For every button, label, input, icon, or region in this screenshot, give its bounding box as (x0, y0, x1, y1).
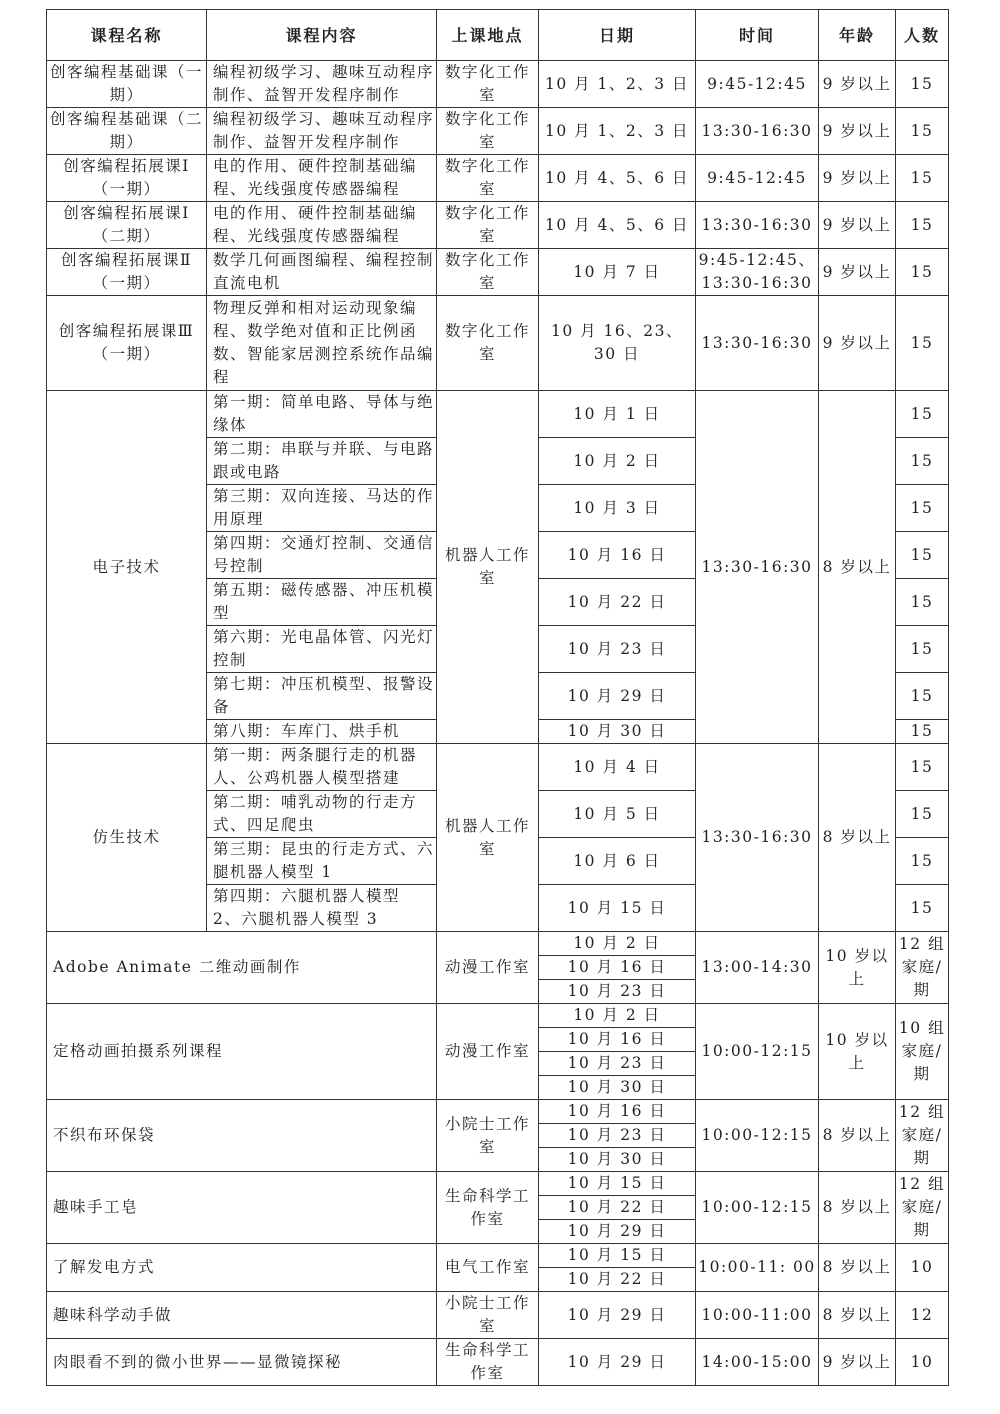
course-location: 动漫工作室 (437, 1004, 539, 1100)
session-date: 10 月 23 日 (539, 626, 696, 673)
course-age: 10 岁以上 (819, 1004, 896, 1100)
header-time: 时间 (696, 10, 819, 61)
course-name: 仿生技术 (47, 744, 207, 932)
session-content: 第一期：两条腿行走的机器人、公鸡机器人模型搭建 (207, 744, 437, 791)
course-age: 8 岁以上 (819, 1292, 896, 1339)
course-location: 数字化工作室 (437, 155, 539, 202)
course-name: 了解发电方式 (47, 1244, 437, 1292)
course-date: 10 月 29 日 (539, 1339, 696, 1386)
course-age: 9 岁以上 (819, 1339, 896, 1386)
table-row (47, 932, 949, 956)
table-row (47, 1100, 949, 1124)
course-age: 8 岁以上 (819, 744, 896, 932)
course-date: 10 月 22 日 (539, 1268, 696, 1292)
course-date: 10 月 4、5、6 日 (539, 155, 696, 202)
header-row (47, 10, 949, 61)
session-content: 第七期：冲压机模型、报警设备 (207, 673, 437, 720)
course-content: 电的作用、硬件控制基础编程、光线强度传感器编程 (207, 202, 437, 249)
course-schedule-table (46, 9, 949, 1386)
course-date: 10 月 23 日 (539, 1052, 696, 1076)
session-date: 10 月 16 日 (539, 532, 696, 579)
session-content: 第三期：昆虫的行走方式、六腿机器人模型 1 (207, 838, 437, 885)
course-date: 10 月 23 日 (539, 980, 696, 1004)
session-count: 15 (896, 485, 949, 532)
session-count: 15 (896, 838, 949, 885)
session-content: 第四期：交通灯控制、交通信号控制 (207, 532, 437, 579)
table-row (47, 296, 949, 391)
course-count: 15 (896, 61, 949, 108)
course-date: 10 月 1、2、3 日 (539, 61, 696, 108)
session-date: 10 月 5 日 (539, 791, 696, 838)
course-location: 数字化工作室 (437, 296, 539, 391)
course-count: 15 (896, 249, 949, 296)
course-content: 物理反弹和相对运动现象编程、数学绝对值和正比例函数、智能家居测控系统作品编程 (207, 296, 437, 391)
course-time: 13:30-16:30 (696, 391, 819, 744)
session-content: 第一期：简单电路、导体与绝缘体 (207, 391, 437, 438)
course-name: 创客编程拓展课Ⅲ（一期） (47, 296, 207, 391)
course-age: 9 岁以上 (819, 155, 896, 202)
table-row (47, 155, 949, 202)
course-time: 10:00-12:15 (696, 1004, 819, 1100)
course-date: 10 月 29 日 (539, 1292, 696, 1339)
table-row (47, 108, 949, 155)
course-date: 10 月 4、5、6 日 (539, 202, 696, 249)
course-date: 10 月 29 日 (539, 1220, 696, 1244)
course-time: 10:00-11: 00 (696, 1244, 819, 1292)
course-age: 9 岁以上 (819, 249, 896, 296)
course-location: 小院士工作室 (437, 1292, 539, 1339)
course-name: 电子技术 (47, 391, 207, 744)
course-time: 14:00-15:00 (696, 1339, 819, 1386)
course-content: 编程初级学习、趣味互动程序制作、益智开发程序制作 (207, 61, 437, 108)
course-location: 动漫工作室 (437, 932, 539, 1004)
course-count: 12 (896, 1292, 949, 1339)
course-time: 10:00-12:15 (696, 1172, 819, 1244)
course-age: 8 岁以上 (819, 1244, 896, 1292)
course-age: 9 岁以上 (819, 61, 896, 108)
session-date: 10 月 15 日 (539, 885, 696, 932)
course-name: 不织布环保袋 (47, 1100, 437, 1172)
course-date: 10 月 2 日 (539, 932, 696, 956)
course-name: Adobe Animate 二维动画制作 (47, 932, 437, 1004)
course-date: 10 月 2 日 (539, 1004, 696, 1028)
course-time: 13:30-16:30 (696, 296, 819, 391)
session-content: 第二期：哺乳动物的行走方式、四足爬虫 (207, 791, 437, 838)
session-count: 15 (896, 744, 949, 791)
course-name: 创客编程拓展课Ⅰ（二期） (47, 202, 207, 249)
course-name: 创客编程拓展课Ⅱ（一期） (47, 249, 207, 296)
session-count: 15 (896, 673, 949, 720)
course-content: 电的作用、硬件控制基础编程、光线强度传感器编程 (207, 155, 437, 202)
course-date: 10 月 22 日 (539, 1196, 696, 1220)
course-name: 肉眼看不到的微小世界——显微镜探秘 (47, 1339, 437, 1386)
session-date: 10 月 6 日 (539, 838, 696, 885)
table-row (47, 249, 949, 296)
course-date: 10 月 16 日 (539, 956, 696, 980)
course-date: 10 月 16、23、30 日 (539, 296, 696, 391)
course-age: 9 岁以上 (819, 202, 896, 249)
course-location: 机器人工作室 (437, 391, 539, 744)
course-count: 10 (896, 1339, 949, 1386)
course-time: 9:45-12:45、13:30-16:30 (696, 249, 819, 296)
table-row (47, 1244, 949, 1268)
table-row (47, 744, 949, 791)
course-age: 10 岁以上 (819, 932, 896, 1004)
course-time: 9:45-12:45 (696, 155, 819, 202)
course-age: 9 岁以上 (819, 108, 896, 155)
header-course-content: 课程内容 (207, 10, 437, 61)
course-count: 12 组家庭/期 (896, 932, 949, 1004)
course-count: 15 (896, 296, 949, 391)
table-row (47, 1292, 949, 1339)
course-location: 小院士工作室 (437, 1100, 539, 1172)
session-count: 15 (896, 720, 949, 744)
session-count: 15 (896, 791, 949, 838)
course-content: 数学几何画图编程、编程控制直流电机 (207, 249, 437, 296)
course-count: 12 组家庭/期 (896, 1172, 949, 1244)
session-date: 10 月 4 日 (539, 744, 696, 791)
course-date: 10 月 7 日 (539, 249, 696, 296)
course-age: 9 岁以上 (819, 296, 896, 391)
session-date: 10 月 2 日 (539, 438, 696, 485)
session-content: 第四期：六腿机器人模型 2、六腿机器人模型 3 (207, 885, 437, 932)
course-name: 趣味科学动手做 (47, 1292, 437, 1339)
course-time: 13:30-16:30 (696, 202, 819, 249)
header-age: 年龄 (819, 10, 896, 61)
course-location: 生命科学工作室 (437, 1172, 539, 1244)
course-date: 10 月 30 日 (539, 1076, 696, 1100)
course-age: 8 岁以上 (819, 1100, 896, 1172)
table-row (47, 391, 949, 438)
course-location: 数字化工作室 (437, 108, 539, 155)
course-time: 10:00-11:00 (696, 1292, 819, 1339)
course-date: 10 月 15 日 (539, 1244, 696, 1268)
course-date: 10 月 16 日 (539, 1028, 696, 1052)
course-name: 趣味手工皂 (47, 1172, 437, 1244)
course-count: 10 (896, 1244, 949, 1292)
course-location: 数字化工作室 (437, 202, 539, 249)
course-date: 10 月 16 日 (539, 1100, 696, 1124)
course-time: 13:30-16:30 (696, 744, 819, 932)
session-count: 15 (896, 391, 949, 438)
course-time: 10:00-12:15 (696, 1100, 819, 1172)
course-location: 数字化工作室 (437, 61, 539, 108)
course-name: 创客编程拓展课Ⅰ（一期） (47, 155, 207, 202)
course-date: 10 月 23 日 (539, 1124, 696, 1148)
session-date: 10 月 22 日 (539, 579, 696, 626)
table-row (47, 1004, 949, 1028)
course-time: 13:00-14:30 (696, 932, 819, 1004)
session-count: 15 (896, 885, 949, 932)
course-time: 9:45-12:45 (696, 61, 819, 108)
course-name: 创客编程基础课（一期） (47, 61, 207, 108)
session-content: 第五期：磁传感器、冲压机模型 (207, 579, 437, 626)
header-date: 日期 (539, 10, 696, 61)
header-course-name: 课程名称 (47, 10, 207, 61)
header-count: 人数 (896, 10, 949, 61)
table-row (47, 1339, 949, 1386)
course-date: 10 月 30 日 (539, 1148, 696, 1172)
course-location: 电气工作室 (437, 1244, 539, 1292)
course-schedule-sheet (46, 9, 948, 1404)
course-count: 10 组家庭/期 (896, 1004, 949, 1100)
table-row (47, 202, 949, 249)
course-count: 15 (896, 202, 949, 249)
session-count: 15 (896, 626, 949, 673)
session-count: 15 (896, 532, 949, 579)
session-content: 第六期：光电晶体管、闪光灯控制 (207, 626, 437, 673)
session-date: 10 月 29 日 (539, 673, 696, 720)
session-count: 15 (896, 579, 949, 626)
course-content: 编程初级学习、趣味互动程序制作、益智开发程序制作 (207, 108, 437, 155)
table-row (47, 61, 949, 108)
session-content: 第八期：车库门、烘手机 (207, 720, 437, 744)
course-time: 13:30-16:30 (696, 108, 819, 155)
course-date: 10 月 1、2、3 日 (539, 108, 696, 155)
course-age: 8 岁以上 (819, 1172, 896, 1244)
course-count: 15 (896, 155, 949, 202)
course-location: 生命科学工作室 (437, 1339, 539, 1386)
course-name: 创客编程基础课（二期） (47, 108, 207, 155)
header-location: 上课地点 (437, 10, 539, 61)
session-content: 第三期：双向连接、马达的作用原理 (207, 485, 437, 532)
course-name: 定格动画拍摄系列课程 (47, 1004, 437, 1100)
session-date: 10 月 1 日 (539, 391, 696, 438)
course-age: 8 岁以上 (819, 391, 896, 744)
course-location: 数字化工作室 (437, 249, 539, 296)
course-count: 15 (896, 108, 949, 155)
session-date: 10 月 3 日 (539, 485, 696, 532)
course-count: 12 组家庭/期 (896, 1100, 949, 1172)
course-date: 10 月 15 日 (539, 1172, 696, 1196)
session-date: 10 月 30 日 (539, 720, 696, 744)
session-content: 第二期：串联与并联、与电路跟或电路 (207, 438, 437, 485)
course-location: 机器人工作室 (437, 744, 539, 932)
table-row (47, 1172, 949, 1196)
session-count: 15 (896, 438, 949, 485)
